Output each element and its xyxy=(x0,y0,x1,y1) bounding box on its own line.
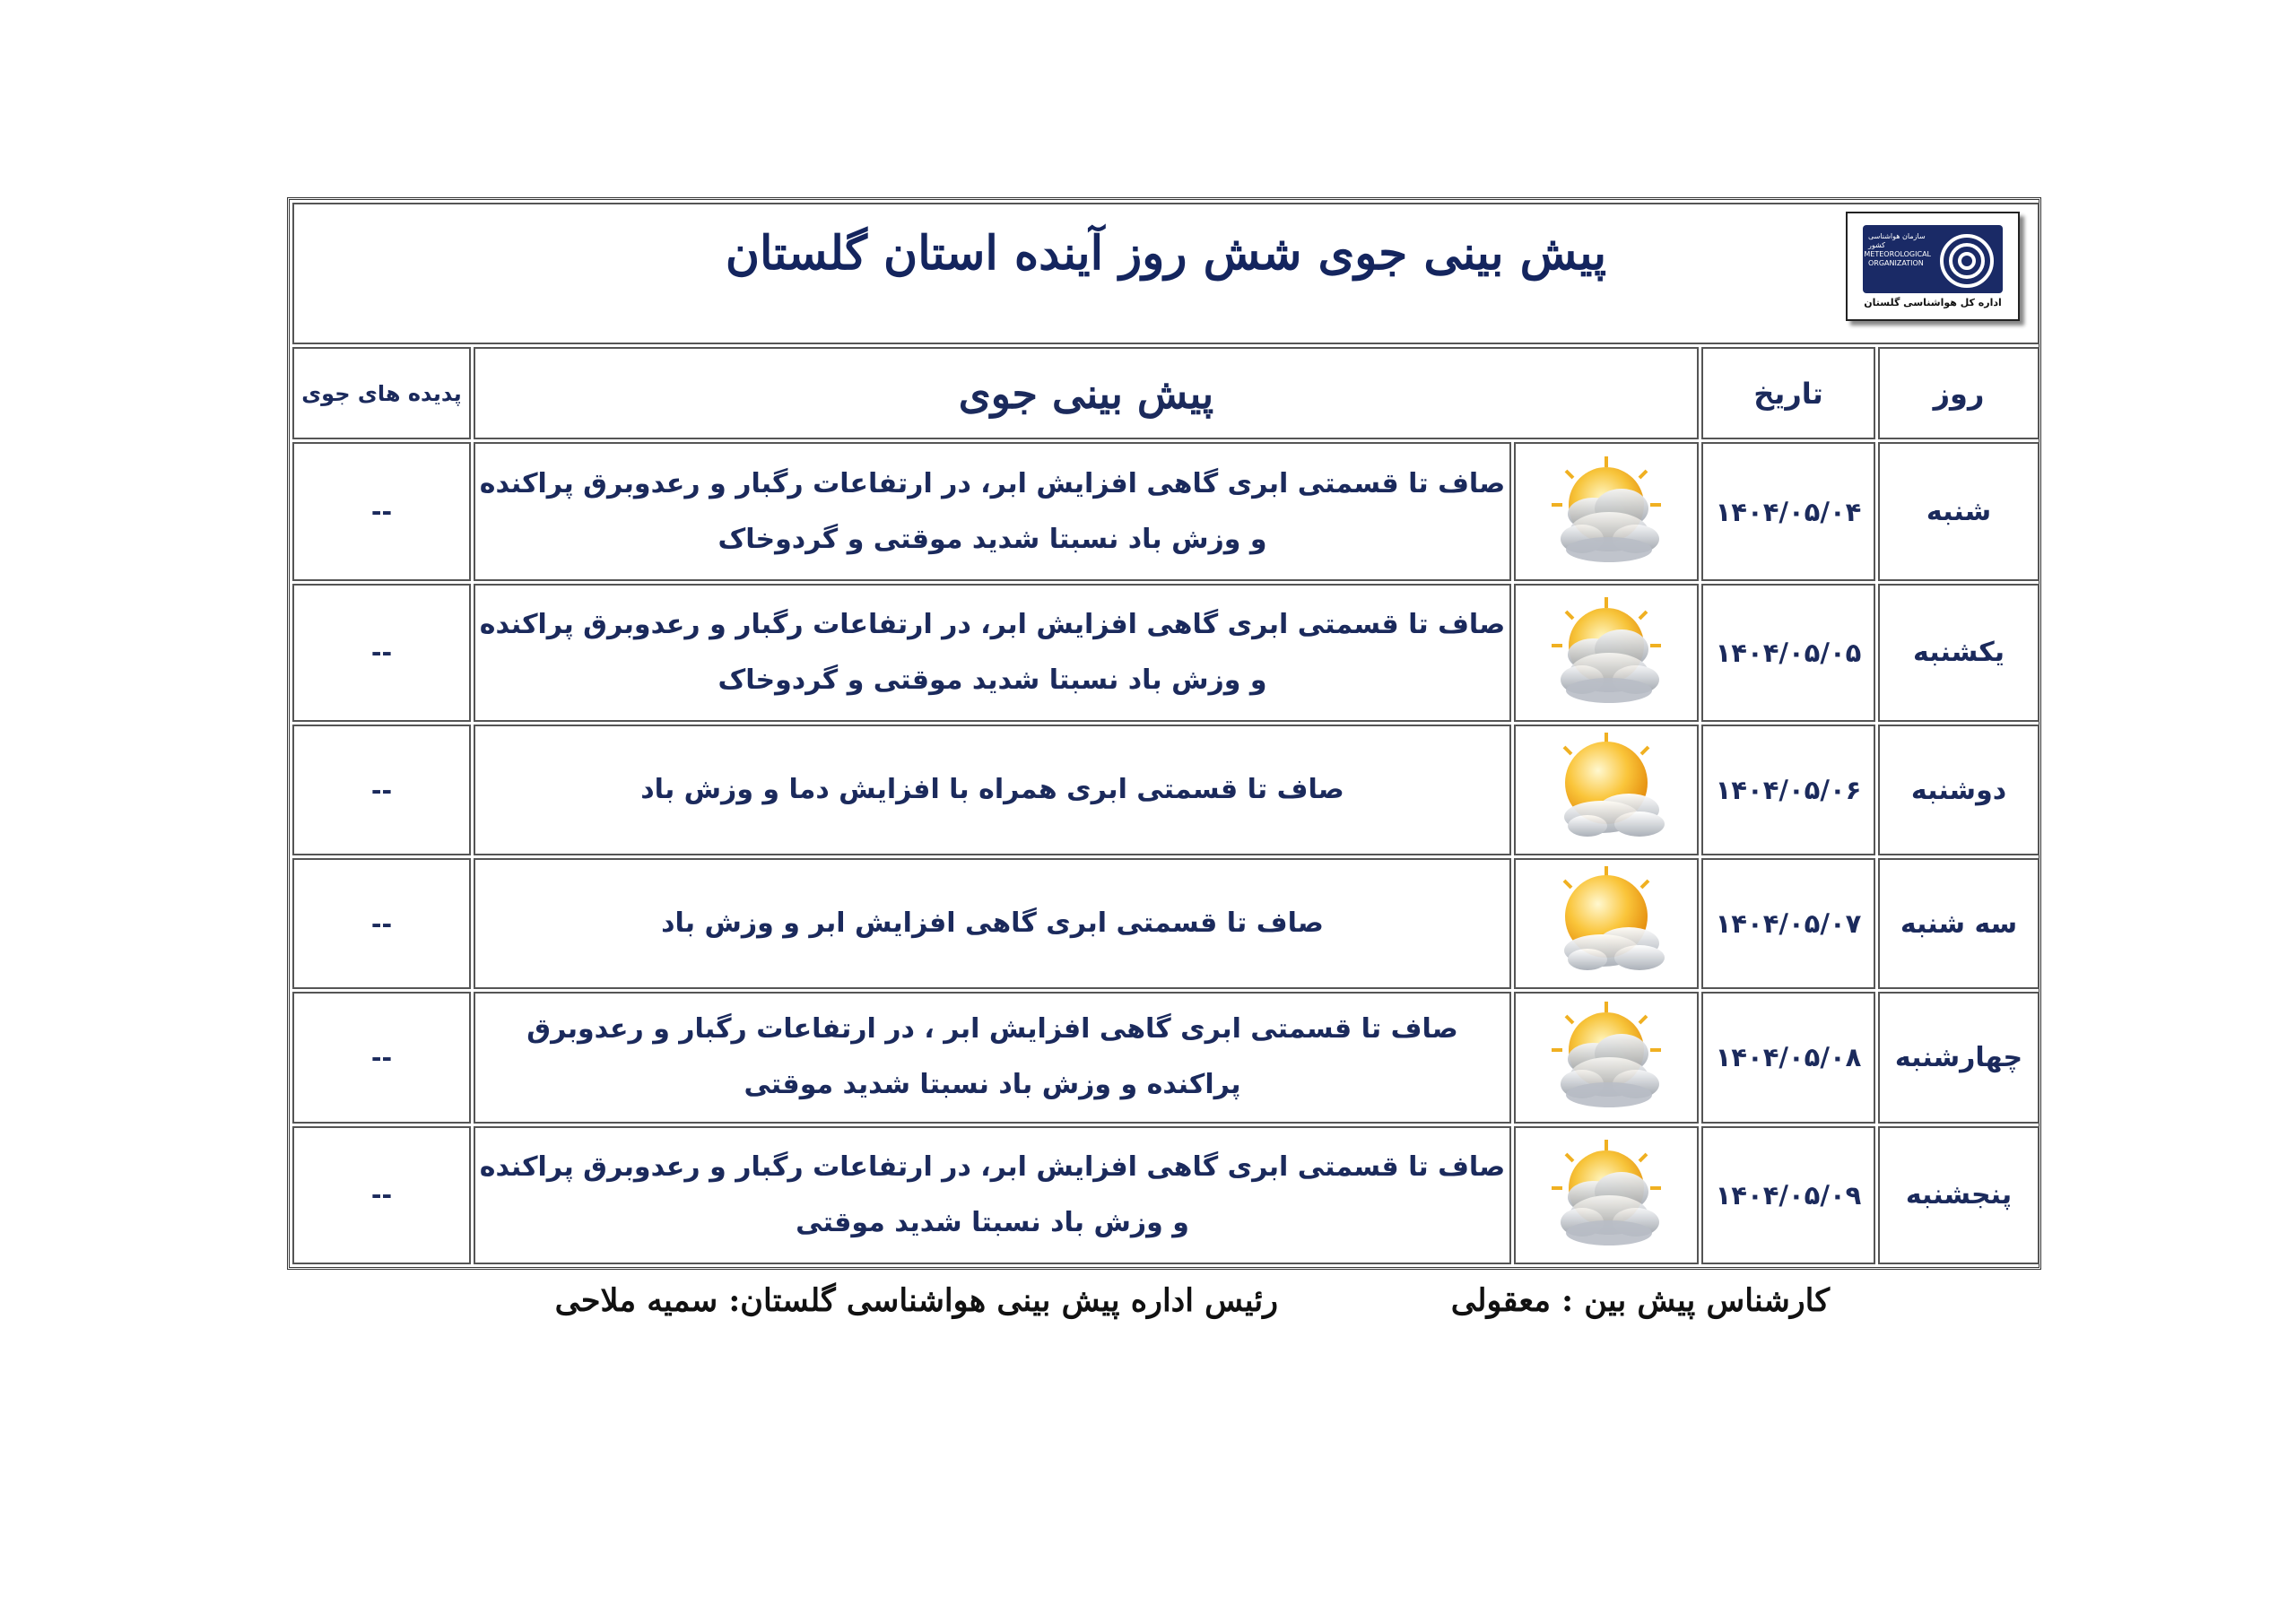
forecast-text: صاف تا قسمتی ابری گاهی افزایش ابر، در ارتفاعات رگبار و رعدوبرق پراکنده و وزش باد نسبتا شدید موقتی و گردوخاک xyxy=(474,442,1511,580)
forecast-row xyxy=(292,442,2039,580)
forecast-text: صاف تا قسمتی ابری گاهی افزایش ابر ، در ارتفاعات رگبار و رعدوبرق پراکنده و وزش باد نسبتا شدید موقتی xyxy=(474,992,1511,1123)
sun-behind-cloud-icon xyxy=(1539,966,1674,983)
phenomena-cell: -- xyxy=(292,584,471,722)
forecast-rows xyxy=(292,442,2039,1264)
header-row xyxy=(292,347,2039,439)
chief-signature: رئیس اداره پیش بینی هواشناسی گلستان: سمیه ملاحی xyxy=(554,1282,1278,1319)
day-cell: پنجشنبه xyxy=(1878,1126,2039,1264)
date-cell: ۱۴۰۴/۰۵/۰۵ xyxy=(1701,584,1875,722)
weather-icon-cell xyxy=(1514,584,1699,722)
date-cell: ۱۴۰۴/۰۵/۰۹ xyxy=(1701,1126,1875,1264)
col-header-day: روز xyxy=(1878,347,2039,439)
forecast-row xyxy=(292,584,2039,722)
weather-icon-cell xyxy=(1514,858,1699,989)
partly-cloudy-storm-icon xyxy=(1539,695,1674,712)
weather-icon-cell xyxy=(1514,992,1699,1123)
phenomena-cell: -- xyxy=(292,858,471,989)
logo-text: سازمان هواشناسی کشور METEOROLOGICAL ORGANIZATION xyxy=(1864,231,1931,267)
phenomena-cell: -- xyxy=(292,725,471,855)
forecast-text: صاف تا قسمتی ابری همراه با افزایش دما و وزش باد xyxy=(474,725,1511,855)
col-header-phenomena: پدیده های جوی xyxy=(292,347,471,439)
weather-icon-cell xyxy=(1514,442,1699,580)
date-cell: ۱۴۰۴/۰۵/۰۶ xyxy=(1701,725,1875,855)
partly-cloudy-storm-icon xyxy=(1539,1099,1674,1116)
day-cell: یکشنبه xyxy=(1878,584,2039,722)
day-cell: چهارشنبه xyxy=(1878,992,2039,1123)
day-cell: دوشنبه xyxy=(1878,725,2039,855)
phenomena-cell: -- xyxy=(292,1126,471,1264)
forecast-sheet xyxy=(287,197,2041,1270)
weather-icon-cell xyxy=(1514,1126,1699,1264)
day-cell: شنبه xyxy=(1878,442,2039,580)
forecast-row xyxy=(292,725,2039,855)
col-header-forecast: پیش بینی جوی xyxy=(474,347,1699,439)
weather-icon-cell xyxy=(1514,725,1699,855)
date-cell: ۱۴۰۴/۰۵/۰۷ xyxy=(1701,858,1875,989)
logo-caption: اداره کل هواشناسی گلستان xyxy=(1864,296,2002,308)
partly-cloudy-storm-icon xyxy=(1539,1237,1674,1254)
date-cell: ۱۴۰۴/۰۵/۰۴ xyxy=(1701,442,1875,580)
col-header-date: تاریخ xyxy=(1701,347,1875,439)
forecast-text: صاف تا قسمتی ابری گاهی افزایش ابر، در ارتفاعات رگبار و رعدوبرق پراکنده و وزش باد نسبتا شدید موقتی xyxy=(474,1126,1511,1264)
forecast-row xyxy=(292,992,2039,1123)
forecast-row xyxy=(292,1126,2039,1264)
page-title: پیش بینی جوی شش روز آینده استان گلستان xyxy=(725,226,1607,281)
forecast-text: صاف تا قسمتی ابری گاهی افزایش ابر و وزش باد xyxy=(474,858,1511,989)
forecaster-signature: کارشناس پیش بین : معقولی xyxy=(1450,1282,1830,1319)
partly-cloudy-storm-icon xyxy=(1539,554,1674,571)
title-row xyxy=(292,203,2039,344)
date-cell: ۱۴۰۴/۰۵/۰۸ xyxy=(1701,992,1875,1123)
forecast-row xyxy=(292,858,2039,989)
forecast-text: صاف تا قسمتی ابری گاهی افزایش ابر، در ارتفاعات رگبار و رعدوبرق پراکنده و وزش باد نسبتا شدید موقتی و گردوخاک xyxy=(474,584,1511,722)
sun-behind-cloud-icon xyxy=(1539,832,1674,849)
forecast-table xyxy=(290,200,2042,1267)
phenomena-cell: -- xyxy=(292,992,471,1123)
day-cell: سه شنبه xyxy=(1878,858,2039,989)
phenomena-cell: -- xyxy=(292,442,471,580)
